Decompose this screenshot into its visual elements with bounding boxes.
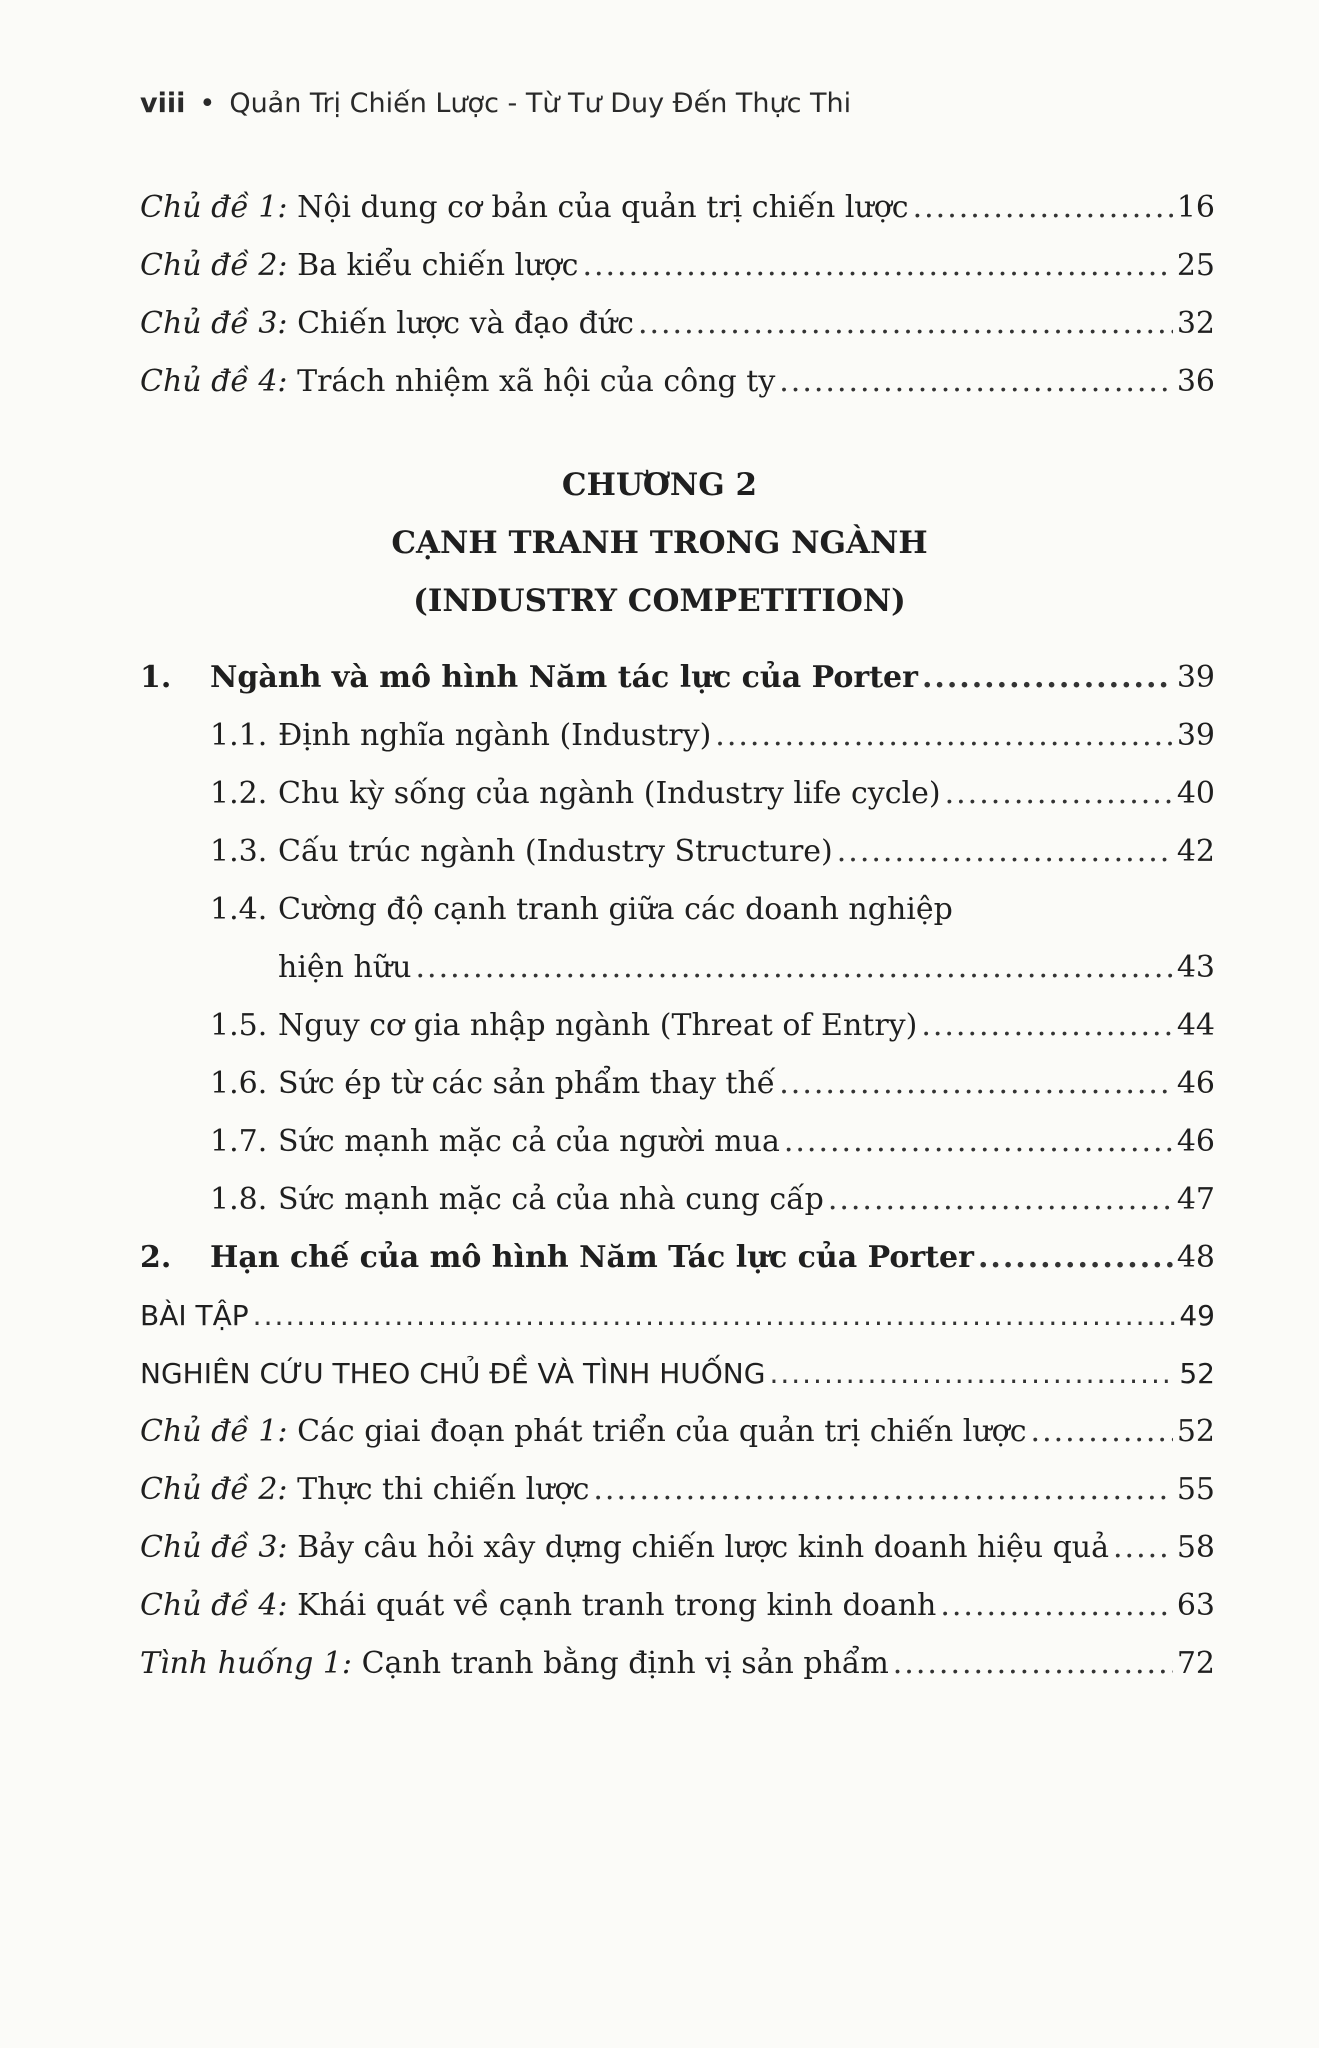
toc-subsection[interactable] xyxy=(210,1180,1215,1220)
book-title: Quản Trị Chiến Lược - Từ Tư Duy Đến Thực Thi xyxy=(229,88,852,119)
toc-subsection[interactable] xyxy=(210,1122,1215,1162)
section-page-number: 39 xyxy=(1176,660,1215,695)
toc-entry[interactable] xyxy=(140,1470,1215,1510)
entry-page-number: 55 xyxy=(1176,1472,1215,1507)
chapter-title: CẠNH TRANH TRONG NGÀNH xyxy=(391,525,928,561)
subsection-number: 1.7. xyxy=(210,1124,268,1159)
leader-dots xyxy=(779,362,1173,402)
section-number: 1. xyxy=(140,660,172,695)
leader-dots xyxy=(638,304,1173,344)
leader-dots xyxy=(416,948,1173,988)
entry-lead: Chủ đề 3: xyxy=(140,1530,288,1565)
entry-title: Chiến lược và đạo đức xyxy=(287,306,634,341)
subsection-number: 1.4. xyxy=(210,892,268,927)
entry-lead: Chủ đề 2: xyxy=(140,248,288,283)
leader-dots xyxy=(1113,1528,1173,1568)
entry-lead: Chủ đề 2: xyxy=(140,1472,288,1507)
research-title: NGHIÊN CỨU THEO CHỦ ĐỀ VÀ TÌNH HUỐNG xyxy=(140,1357,766,1390)
leader-dots xyxy=(922,658,1173,698)
toc-subsection-continuation[interactable] xyxy=(278,948,1215,988)
leader-dots xyxy=(921,1006,1172,1046)
entry-page-number: 63 xyxy=(1176,1588,1215,1623)
toc-subsection[interactable] xyxy=(210,716,1215,756)
section-title: Hạn chế của mô hình Năm Tác lực của Porter xyxy=(210,1240,974,1275)
leader-dots xyxy=(769,1354,1175,1394)
subsection-page-number: 39 xyxy=(1176,718,1215,753)
subsection-title: Sức ép từ các sản phẩm thay thế xyxy=(278,1066,776,1101)
subsection-title: Nguy cơ gia nhập ngành (Threat of Entry) xyxy=(278,1008,918,1043)
subsection-title: Sức mạnh mặc cả của nhà cung cấp xyxy=(278,1182,824,1217)
subsection-number: 1.6. xyxy=(210,1066,268,1101)
entry-page-number: 32 xyxy=(1176,306,1215,341)
leader-dots xyxy=(837,832,1173,872)
toc-entry[interactable] xyxy=(140,1644,1215,1684)
entry-page-number: 72 xyxy=(1176,1646,1215,1681)
entry-title: Thực thi chiến lược xyxy=(287,1472,590,1507)
leader-dots xyxy=(715,716,1173,756)
entry-page-number: 25 xyxy=(1176,248,1215,283)
entry-title: Nội dung cơ bản của quản trị chiến lược xyxy=(287,190,909,225)
subsection-number: 1.1. xyxy=(210,718,268,753)
leader-dots xyxy=(253,1296,1176,1336)
toc-exercises[interactable] xyxy=(140,1296,1215,1336)
subsection-title: Định nghĩa ngành (Industry) xyxy=(278,718,712,753)
toc-subsection[interactable] xyxy=(210,774,1215,814)
subsection-title-continuation: hiện hữu xyxy=(278,950,412,985)
leader-dots xyxy=(945,774,1173,814)
entry-page-number: 52 xyxy=(1176,1414,1215,1449)
toc-entry[interactable] xyxy=(140,1412,1215,1452)
leader-dots xyxy=(593,1470,1172,1510)
toc-subsection[interactable] xyxy=(210,890,1215,930)
entry-lead: Chủ đề 1: xyxy=(140,1414,288,1449)
leader-dots xyxy=(784,1122,1173,1162)
toc-entry[interactable] xyxy=(140,188,1215,228)
subsection-number: 1.2. xyxy=(210,776,268,811)
entry-title: Trách nhiệm xã hội của công ty xyxy=(287,364,776,399)
leader-dots xyxy=(828,1180,1173,1220)
entry-lead: Chủ đề 3: xyxy=(140,306,288,341)
leader-dots xyxy=(582,246,1172,286)
subsection-page-number: 42 xyxy=(1176,834,1215,869)
subsection-number: 1.5. xyxy=(210,1008,268,1043)
toc-research[interactable] xyxy=(140,1354,1215,1394)
page-folio: viii xyxy=(140,88,186,119)
toc-subsection[interactable] xyxy=(210,1006,1215,1046)
header-separator: • xyxy=(199,88,216,119)
leader-dots xyxy=(1031,1412,1173,1452)
entry-lead: Tình huống 1: xyxy=(140,1646,353,1681)
leader-dots xyxy=(893,1644,1173,1684)
toc-entry[interactable] xyxy=(140,304,1215,344)
section-page-number: 48 xyxy=(1176,1240,1215,1275)
entry-title: Cạnh tranh bằng định vị sản phẩm xyxy=(352,1646,889,1681)
chapter-subtitle: (INDUSTRY COMPETITION) xyxy=(413,583,906,619)
leader-dots xyxy=(779,1064,1173,1104)
subsection-page-number: 47 xyxy=(1176,1182,1215,1217)
entry-lead: Chủ đề 1: xyxy=(140,190,288,225)
subsection-page-number: 40 xyxy=(1176,776,1215,811)
subsection-title: Sức mạnh mặc cả của người mua xyxy=(278,1124,780,1159)
toc-subsection[interactable] xyxy=(210,832,1215,872)
section-number: 2. xyxy=(140,1240,172,1275)
entry-lead: Chủ đề 4: xyxy=(140,364,288,399)
running-head xyxy=(140,88,851,119)
section-title: Ngành và mô hình Năm tác lực của Porter xyxy=(210,660,918,695)
entry-title: Bảy câu hỏi xây dựng chiến lược kinh doanh hiệu quả xyxy=(287,1530,1109,1565)
toc-entry[interactable] xyxy=(140,1586,1215,1626)
toc-entry[interactable] xyxy=(140,246,1215,286)
research-page-number: 52 xyxy=(1179,1357,1215,1390)
subsection-page-number: 43 xyxy=(1176,950,1215,985)
toc-entry[interactable] xyxy=(140,362,1215,402)
toc-section[interactable] xyxy=(140,1238,1215,1278)
entry-page-number: 58 xyxy=(1176,1530,1215,1565)
entry-title: Ba kiểu chiến lược xyxy=(287,248,579,283)
entry-lead: Chủ đề 4: xyxy=(140,1588,288,1623)
leader-dots xyxy=(940,1586,1172,1626)
subsection-number: 1.3. xyxy=(210,834,268,869)
subsection-title: Chu kỳ sống của ngành (Industry life cycle) xyxy=(278,776,941,811)
entry-title: Các giai đoạn phát triển của quản trị chiến lược xyxy=(287,1414,1027,1449)
subsection-title: Cấu trúc ngành (Industry Structure) xyxy=(278,834,833,869)
entry-page-number: 36 xyxy=(1176,364,1215,399)
subsection-number: 1.8. xyxy=(210,1182,268,1217)
entry-title: Khái quát về cạnh tranh trong kinh doanh xyxy=(287,1588,937,1623)
subsection-page-number: 44 xyxy=(1176,1008,1215,1043)
chapter-number: CHƯƠNG 2 xyxy=(561,467,758,503)
exercises-title: BÀI TẬP xyxy=(140,1299,249,1332)
exercises-page-number: 49 xyxy=(1179,1299,1215,1332)
leader-dots xyxy=(913,188,1173,228)
entry-page-number: 16 xyxy=(1176,190,1215,225)
toc-section[interactable] xyxy=(140,658,1215,698)
subsection-title: Cường độ cạnh tranh giữa các doanh nghiệp xyxy=(278,892,953,927)
subsection-page-number: 46 xyxy=(1176,1066,1215,1101)
toc-subsection[interactable] xyxy=(210,1064,1215,1104)
toc-entry[interactable] xyxy=(140,1528,1215,1568)
leader-dots xyxy=(978,1238,1173,1278)
subsection-page-number: 46 xyxy=(1176,1124,1215,1159)
